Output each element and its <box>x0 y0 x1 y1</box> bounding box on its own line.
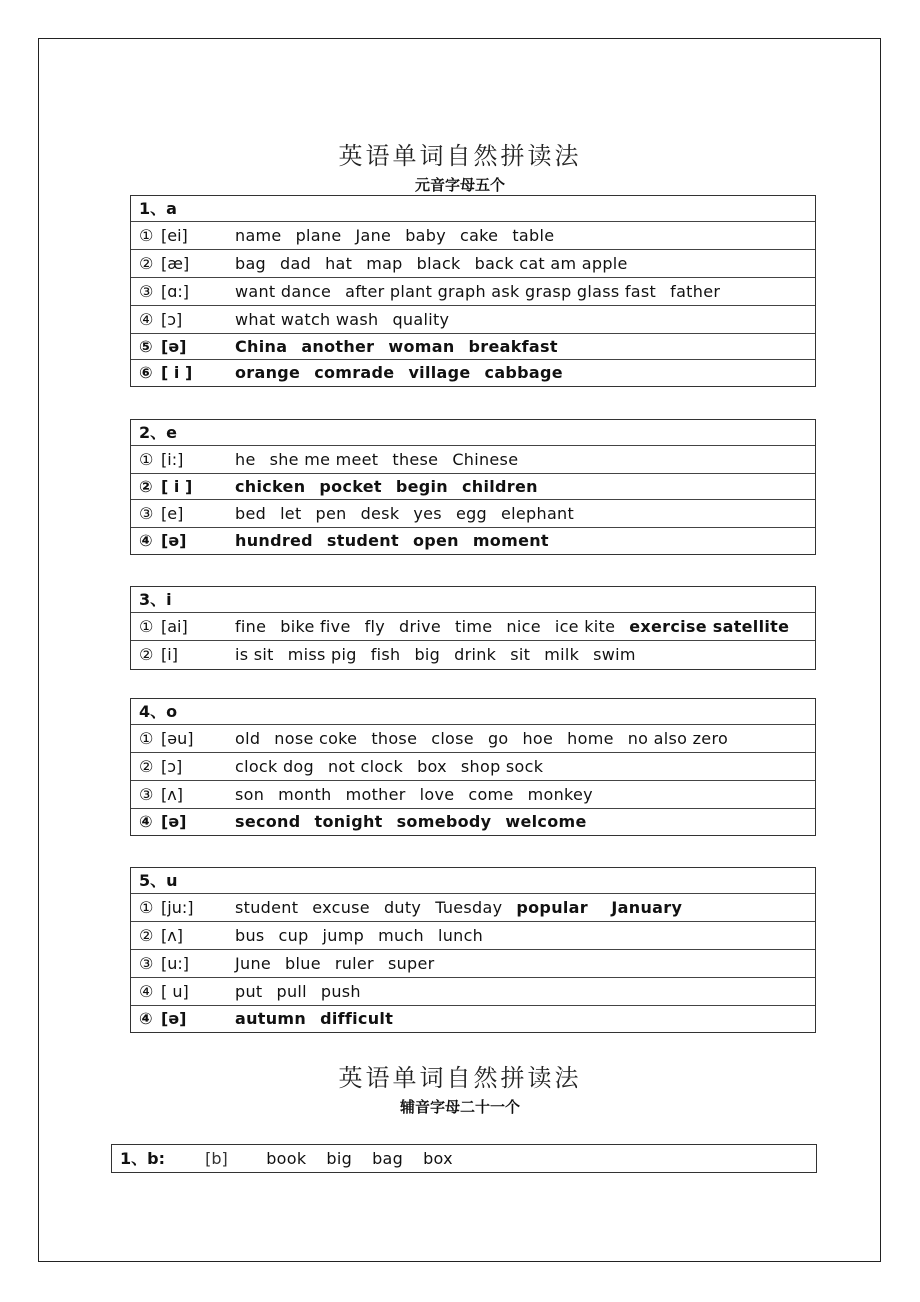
example-word: pocket <box>319 477 382 496</box>
example-word: month <box>278 785 332 804</box>
phonetic-symbol: [əu] <box>161 729 194 748</box>
example-word: student <box>235 898 299 917</box>
example-word: bed <box>235 504 267 523</box>
sound-row <box>131 809 815 835</box>
example-word: miss pig <box>287 645 357 664</box>
row-number: ③ <box>139 504 154 523</box>
example-word: mother <box>345 785 406 804</box>
row-number: ③ <box>139 785 154 804</box>
section-header: 5、u <box>131 868 815 894</box>
example-word: big <box>414 645 441 664</box>
vowel-section-4 <box>130 698 816 836</box>
phonetic-symbol: [i] <box>161 645 178 664</box>
sound-row <box>131 753 815 781</box>
example-word: duty <box>383 898 422 917</box>
phonetic-symbol: [ʌ] <box>161 926 183 945</box>
example-word: second <box>235 812 301 831</box>
consonant-words <box>266 1149 473 1168</box>
row-number: ① <box>139 226 154 245</box>
example-word-bold: exercise satellite <box>629 617 790 636</box>
phonetic-symbol: [ɑ:] <box>161 282 190 301</box>
sound-row <box>131 1006 815 1032</box>
sound-row <box>131 306 815 334</box>
example-word-bold: popular January <box>516 898 683 917</box>
example-word: he <box>235 450 256 469</box>
phonetic-symbol: [æ] <box>161 254 190 273</box>
example-word: yes <box>413 504 442 523</box>
row-number: ④ <box>139 1009 153 1028</box>
example-word: those <box>371 729 418 748</box>
phonetic-symbol: [ u] <box>161 982 189 1001</box>
example-word: shop sock <box>460 757 544 776</box>
example-word: tonight <box>314 812 383 831</box>
example-word: elephant <box>501 504 575 523</box>
sound-row <box>131 922 815 950</box>
consonant-phonetic: [b] <box>205 1149 228 1168</box>
example-word: black <box>416 254 461 273</box>
example-word: open <box>412 531 459 550</box>
phonetic-symbol: [ i ] <box>161 477 193 496</box>
example-word: not clock <box>327 757 404 776</box>
row-number: ② <box>139 254 154 273</box>
phonetic-symbol: [ə] <box>161 1009 187 1028</box>
sound-row <box>131 250 815 278</box>
example-word: somebody <box>396 812 492 831</box>
example-word: nice <box>506 617 541 636</box>
sound-row <box>131 222 815 250</box>
sound-row <box>131 613 815 641</box>
example-word: comrade <box>314 363 395 382</box>
example-word: map <box>366 254 403 273</box>
example-word: after plant graph ask grasp glass fast <box>345 282 657 301</box>
sound-row <box>131 474 815 500</box>
phonetic-symbol: [ei] <box>161 226 188 245</box>
example-word: no also zero <box>627 729 729 748</box>
example-word: desk <box>360 504 400 523</box>
example-word: orange <box>235 363 301 382</box>
example-word: bag <box>235 254 267 273</box>
phonetic-symbol: [ɔ] <box>161 757 183 776</box>
row-number: ⑤ <box>139 337 153 356</box>
example-word: super <box>387 954 435 973</box>
row-number: ④ <box>139 982 154 1001</box>
example-word: fish <box>370 645 401 664</box>
example-word: bike five <box>280 617 351 636</box>
example-word: cup <box>278 926 309 945</box>
example-word: box <box>417 757 447 776</box>
section-header: 1、a <box>131 196 815 222</box>
row-number: ① <box>139 729 154 748</box>
row-number: ④ <box>139 812 153 831</box>
example-word: fine <box>235 617 267 636</box>
vowel-section-5 <box>130 867 816 1033</box>
vowel-section-2 <box>130 419 816 555</box>
sound-row <box>131 360 815 386</box>
example-word: old <box>235 729 261 748</box>
example-word: close <box>431 729 474 748</box>
phonetic-symbol: [ju:] <box>161 898 194 917</box>
row-number: ① <box>139 450 154 469</box>
vowel-section-1 <box>130 195 816 387</box>
consonant-example-word: bag <box>372 1149 404 1168</box>
example-word: student <box>326 531 399 550</box>
consonants-title: 英语单词自然拼读法 <box>338 1064 582 1092</box>
phonetic-symbol: [ai] <box>161 617 188 636</box>
example-word: another <box>301 337 375 356</box>
sound-row <box>131 725 815 753</box>
example-word: son <box>235 785 265 804</box>
consonant-example-word: book <box>266 1149 307 1168</box>
phonetic-symbol: [ə] <box>161 337 187 356</box>
example-word: egg <box>455 504 488 523</box>
example-word: cabbage <box>484 363 563 382</box>
vowels-subtitle: 元音字母五个 <box>414 176 505 194</box>
example-word: dad <box>280 254 312 273</box>
example-word: welcome <box>505 812 587 831</box>
example-word: drive <box>399 617 442 636</box>
consonant-label: 1、b: <box>120 1149 165 1168</box>
example-word: Chinese <box>452 450 519 469</box>
example-word: is sit <box>235 645 274 664</box>
example-word: jump <box>322 926 365 945</box>
example-word: want dance <box>235 282 332 301</box>
phonetic-symbol: [ʌ] <box>161 785 183 804</box>
example-word: June <box>235 954 272 973</box>
example-word: fly <box>364 617 386 636</box>
sound-row <box>131 446 815 474</box>
example-word: much <box>378 926 424 945</box>
vowel-section-3 <box>130 586 816 670</box>
example-word: come <box>468 785 514 804</box>
phonetic-symbol: [ɔ] <box>161 310 183 329</box>
example-word: woman <box>388 337 455 356</box>
row-number: ③ <box>139 282 154 301</box>
row-number: ② <box>139 926 154 945</box>
example-word: village <box>408 363 471 382</box>
example-word: swim <box>593 645 636 664</box>
example-word: difficult <box>320 1009 394 1028</box>
phonetic-symbol: [ i ] <box>161 363 193 382</box>
example-word: monkey <box>527 785 593 804</box>
example-word: pen <box>315 504 347 523</box>
example-word: put <box>235 982 263 1001</box>
example-word: excuse <box>312 898 370 917</box>
example-word: breakfast <box>468 337 558 356</box>
section-header: 2、e <box>131 420 815 446</box>
example-word: hoe <box>522 729 554 748</box>
vowels-title: 英语单词自然拼读法 <box>338 142 582 170</box>
example-word: quality <box>392 310 450 329</box>
phonetic-symbol: [i:] <box>161 450 184 469</box>
example-word: what watch wash <box>235 310 379 329</box>
sound-row <box>131 978 815 1006</box>
sound-row <box>131 278 815 306</box>
row-number: ① <box>139 617 154 636</box>
example-word: time <box>455 617 493 636</box>
example-word: name <box>235 226 282 245</box>
example-word: plane <box>295 226 342 245</box>
example-word: chicken <box>235 477 306 496</box>
example-word: Jane <box>355 226 392 245</box>
example-word: push <box>320 982 361 1001</box>
example-word: let <box>280 504 302 523</box>
example-word: father <box>670 282 721 301</box>
consonants-subtitle: 辅音字母二十一个 <box>399 1098 520 1116</box>
example-word: ruler <box>334 954 374 973</box>
example-word: table <box>512 226 555 245</box>
sound-row <box>131 334 815 360</box>
example-word: Tuesday <box>435 898 503 917</box>
sound-row <box>131 641 815 669</box>
phonetic-symbol: [e] <box>161 504 184 523</box>
consonant-example-word: box <box>423 1149 453 1168</box>
row-number: ④ <box>139 310 154 329</box>
section-header: 4、o <box>131 699 815 725</box>
example-word: lunch <box>437 926 484 945</box>
row-number: ② <box>139 645 154 664</box>
sound-row <box>131 500 815 528</box>
example-word: pull <box>276 982 307 1001</box>
consonant-example-word: big <box>326 1149 353 1168</box>
row-number: ⑥ <box>139 363 153 382</box>
example-word: children <box>462 477 538 496</box>
example-word: love <box>419 785 455 804</box>
example-word: baby <box>405 226 446 245</box>
example-word: blue <box>285 954 321 973</box>
sound-row <box>131 781 815 809</box>
example-word: moment <box>472 531 549 550</box>
sound-row <box>131 950 815 978</box>
example-word: sit <box>510 645 531 664</box>
example-word: home <box>567 729 614 748</box>
example-word: hundred <box>235 531 313 550</box>
example-word: autumn <box>235 1009 307 1028</box>
row-number: ② <box>139 477 153 496</box>
phonetic-symbol: [u:] <box>161 954 190 973</box>
consonant-row-b <box>111 1144 817 1173</box>
section-header: 3、i <box>131 587 815 613</box>
example-word: milk <box>544 645 580 664</box>
example-word: she me meet <box>269 450 379 469</box>
example-word: ice kite <box>554 617 616 636</box>
phonetic-symbol: [ə] <box>161 812 187 831</box>
example-word: these <box>392 450 439 469</box>
example-word: cake <box>459 226 499 245</box>
example-word: clock dog <box>235 757 314 776</box>
row-number: ① <box>139 898 154 917</box>
phonetic-symbol: [ə] <box>161 531 187 550</box>
row-number: ② <box>139 757 154 776</box>
example-word: begin <box>395 477 448 496</box>
example-word: hat <box>325 254 353 273</box>
example-word: drink <box>454 645 497 664</box>
sound-row <box>131 528 815 554</box>
example-word: nose coke <box>274 729 358 748</box>
example-word: back cat am apple <box>474 254 628 273</box>
sound-row <box>131 894 815 922</box>
row-number: ④ <box>139 531 153 550</box>
example-word: go <box>487 729 509 748</box>
row-number: ③ <box>139 954 154 973</box>
example-word: China <box>235 337 288 356</box>
example-word: bus <box>235 926 265 945</box>
